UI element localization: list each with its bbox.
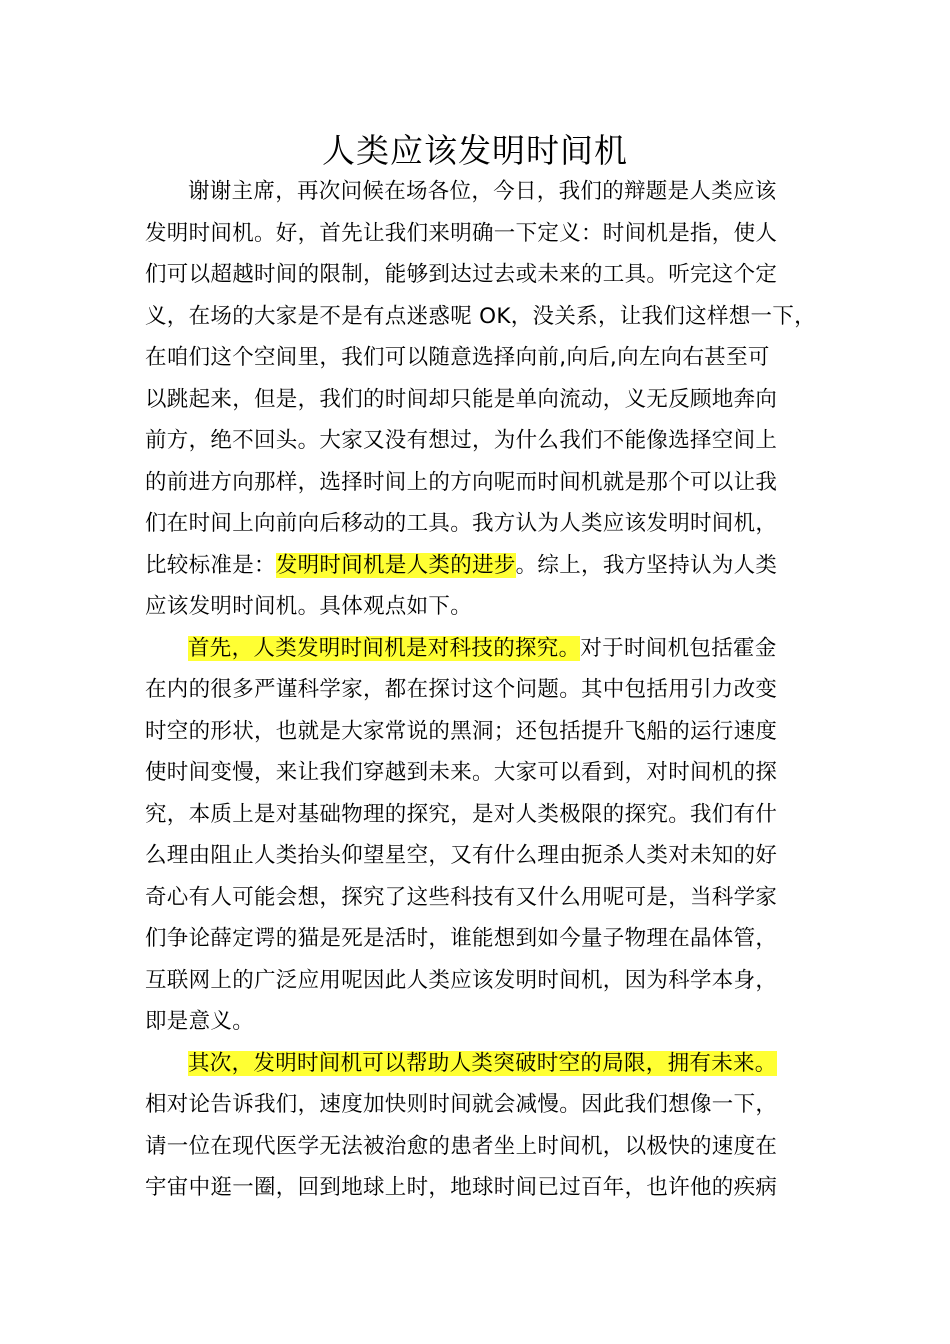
- text-segment: 们争论薛定谔的猫是死是活时，谁能想到如今量子物理在晶体管，: [145, 926, 778, 951]
- text-line: [145, 1126, 825, 1168]
- highlighted-text: 其次，发明时间机可以帮助人类突破时空的局限，拥有未来。: [188, 1050, 777, 1076]
- text-segment: 究，本质上是对基础物理的探究，是对人类极限的探究。我们有什: [145, 801, 778, 827]
- text-segment: 时空的形状，也就是大家常说的黑洞；还包括提升飞船的运行速度: [145, 718, 778, 744]
- text-line: [145, 752, 825, 794]
- text-line: [145, 1043, 825, 1085]
- text-segment: 。综上，我方坚持认为人类: [515, 552, 778, 578]
- document-title: 人类应该发明时间机: [322, 131, 628, 170]
- text-line: [145, 711, 825, 753]
- text-line: [145, 1001, 825, 1043]
- text-segment: 么理由阻止人类抬头仰望星空，又有什么理由扼杀人类对未知的好: [145, 843, 778, 868]
- text-segment: 比较标准是：: [145, 552, 276, 578]
- text-segment: 宇宙中逛一圈，回到地球上时，地球时间已过百年，也许他的疾病: [145, 1175, 778, 1200]
- text-segment: 对于时间机包括霍金: [580, 635, 777, 661]
- text-segment: 发明时间机。好，首先让我们来明确一下定义：时间机是指，使人: [145, 220, 778, 246]
- text-segment: 们可以超越时间的限制，能够到达过去或未来的工具。听完这个定: [145, 262, 778, 287]
- paragraph: [145, 1043, 825, 1209]
- text-segment: 的前进方向那样，选择时间上的方向呢而时间机就是那个可以让我: [145, 469, 778, 495]
- text-line: [145, 960, 825, 1002]
- text-segment: 们在时间上向前向后移动的工具。我方认为人类应该发明时间机，: [145, 511, 778, 536]
- text-line: [145, 586, 825, 628]
- text-line: [145, 254, 825, 296]
- text-segment: 在咱们这个空间里，我们可以随意选择向前,向后,向左向右甚至可: [145, 345, 770, 370]
- text-segment: 请一位在现代医学无法被治愈的患者坐上时间机，以极快的速度在: [145, 1133, 778, 1159]
- text-line: [145, 794, 825, 836]
- text-segment: 谢谢主席，再次问候在场各位，今日，我们的辩题是人类应该: [188, 179, 777, 204]
- text-line: [145, 337, 825, 379]
- text-line: [145, 213, 825, 255]
- text-segment: 义，在场的大家是不是有点迷惑呢 OK，没关系，让我们这样想一下，: [145, 303, 816, 329]
- highlighted-text: 发明时间机是人类的进步: [275, 552, 516, 578]
- text-segment: 在内的很多严谨科学家，都在探讨这个问题。其中包括用引力改变: [145, 677, 778, 702]
- text-line: [145, 877, 825, 919]
- paragraph: [145, 171, 825, 628]
- text-segment: 奇心有人可能会想，探究了这些科技有又什么用呢可是，当科学家: [145, 884, 778, 910]
- text-line: [145, 462, 825, 504]
- text-segment: 相对论告诉我们，速度加快则时间就会减慢。因此我们想像一下，: [145, 1092, 778, 1117]
- text-line: [145, 835, 825, 877]
- text-line: [145, 420, 825, 462]
- text-line: [145, 296, 825, 338]
- text-segment: 应该发明时间机。具体观点如下。: [145, 594, 473, 619]
- highlighted-text: 首先，人类发明时间机是对科技的探究。: [188, 635, 581, 661]
- paragraph: [145, 628, 825, 1043]
- text-segment: 前方，绝不回头。大家又没有想过，为什么我们不能像选择空间上: [145, 428, 778, 453]
- text-line: [145, 1084, 825, 1126]
- text-segment: 互联网上的广泛应用呢因此人类应该发明时间机，因为科学本身，: [145, 967, 778, 993]
- text-line: [145, 918, 825, 960]
- text-line: [145, 545, 825, 587]
- text-line: [145, 379, 825, 421]
- text-line: [145, 669, 825, 711]
- text-line: [145, 171, 825, 213]
- text-segment: 使时间变慢，来让我们穿越到未来。大家可以看到，对时间机的探: [145, 760, 778, 785]
- text-segment: 即是意义。: [145, 1009, 255, 1034]
- document-body: [145, 171, 825, 1209]
- text-line: [145, 1167, 825, 1209]
- text-line: [145, 503, 825, 545]
- text-line: [145, 628, 825, 670]
- text-segment: 以跳起来，但是，我们的时间却只能是单向流动，义无反顾地奔向: [145, 386, 778, 412]
